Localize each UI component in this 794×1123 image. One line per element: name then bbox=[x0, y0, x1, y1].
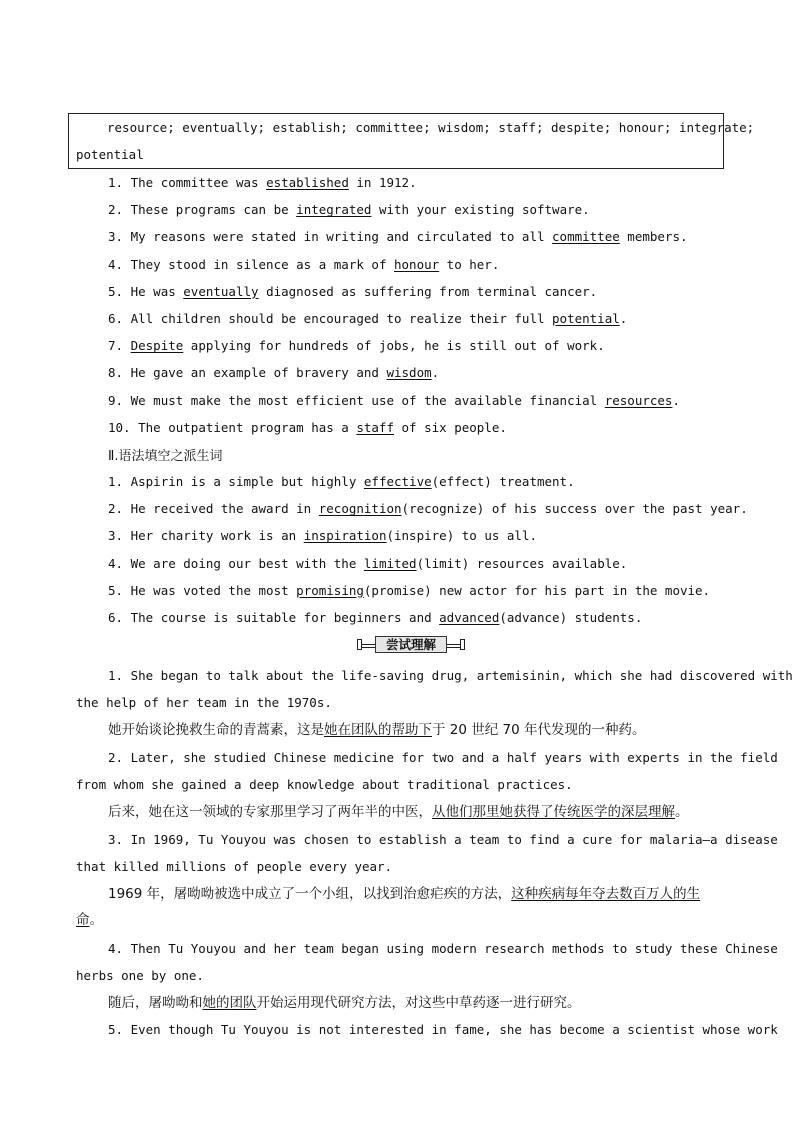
answer-blank: limited bbox=[363, 555, 417, 571]
banner-label: 尝试理解 bbox=[375, 636, 447, 653]
passage-line: 2. Later, she studied Chinese medicine for two and a half years with experts in the field bbox=[108, 750, 778, 765]
answer-blank: advanced bbox=[439, 610, 500, 625]
translation-line: 她开始谈论挽救生命的青蒿素，这是她在团队的帮助下于 20 世纪 70 年代发现的一种药。 bbox=[108, 722, 646, 738]
answer-blank: potential bbox=[552, 311, 620, 326]
highlighted-phrase: 这种疾病每年夺去数百万人的生 bbox=[511, 886, 701, 902]
passage-line: 1. She began to talk about the life-saving drug, artemisinin, which she had discovered with bbox=[108, 668, 793, 683]
answer-blank: integrated bbox=[296, 202, 372, 218]
section-banner bbox=[357, 635, 465, 655]
translation-line: 后来，她在这一领域的专家那里学习了两年半的中医，从他们那里她获得了传统医学的深层理解。 bbox=[108, 804, 689, 820]
exercise-sentence: 10. The outpatient program has a staff of six people. bbox=[108, 419, 507, 435]
answer-blank: eventually bbox=[183, 283, 259, 299]
answer-blank: inspiration bbox=[303, 528, 387, 544]
answer-blank: effective bbox=[363, 474, 432, 489]
passage-line: 4. Then Tu Youyou and her team began using modern research methods to study these Chinese bbox=[108, 941, 778, 956]
answer-blank: wisdom bbox=[386, 365, 432, 381]
exercise-sentence: 1. The committee was established in 1912. bbox=[108, 175, 417, 190]
exercise-sentence: 3. My reasons were stated in writing and circulated to all committee members. bbox=[108, 229, 688, 245]
answer-blank: recognition bbox=[318, 501, 402, 517]
translation-line: 随后，屠呦呦和她的团队开始运用现代研究方法，对这些中草药逐一进行研究。 bbox=[108, 995, 581, 1011]
highlighted-phrase: 从他们那里她获得了传统医学的深层理解 bbox=[432, 804, 675, 820]
answer-blank: promising bbox=[296, 582, 364, 598]
passage-line: 5. Even though Tu Youyou is not interested in fame, she has become a scientist whose work bbox=[108, 1022, 778, 1037]
word-bank-line: potential bbox=[76, 147, 144, 162]
exercise-sentence: 8. He gave an example of bravery and wisdom. bbox=[108, 365, 440, 381]
exercise-sentence: 7. Despite applying for hundreds of jobs, he is still out of work. bbox=[108, 338, 605, 354]
answer-blank: staff bbox=[356, 419, 394, 435]
exercise-sentence: 4. They stood in silence as a mark of honour to her. bbox=[108, 256, 500, 272]
exercise-sentence: 5. He was voted the most promising(promise) new actor for his part in the movie. bbox=[108, 582, 711, 598]
answer-blank: committee bbox=[552, 229, 620, 245]
highlighted-phrase: 命 bbox=[76, 912, 90, 928]
exercise-sentence: 6. The course is suitable for beginners and advanced(advance) students. bbox=[108, 610, 643, 625]
word-bank-box bbox=[68, 113, 755, 169]
word-bank-line: resource; eventually; establish; committee; wisdom; staff; despite; honour; integrate; bbox=[107, 120, 755, 135]
answer-blank: Despite bbox=[130, 338, 184, 354]
exercise-sentence: 1. Aspirin is a simple but highly effective(effect) treatment. bbox=[108, 474, 575, 489]
translation-line: 命。 bbox=[76, 912, 103, 928]
answer-blank: resources bbox=[604, 392, 673, 408]
translation-line: 1969 年，屠呦呦被选中成立了一个小组，以找到治愈疟疾的方法，这种疾病每年夺去数百万人的生 bbox=[108, 886, 701, 902]
section-heading: Ⅱ.语法填空之派生词 bbox=[108, 449, 223, 464]
passage-line: 3. In 1969, Tu Youyou was chosen to establish a team to find a cure for malaria—a disease bbox=[108, 832, 778, 847]
passage-line: herbs one by one. bbox=[76, 968, 204, 983]
exercise-sentence: 2. He received the award in recognition(recognize) of his success over the past year. bbox=[108, 501, 748, 517]
exercise-sentence: 2. These programs can be integrated with your existing software. bbox=[108, 202, 590, 218]
answer-blank: established bbox=[266, 175, 349, 190]
answer-blank: honour bbox=[394, 256, 440, 272]
exercise-sentence: 4. We are doing our best with the limited(limit) resources available. bbox=[108, 555, 628, 571]
exercise-sentence: 9. We must make the most efficient use of the available financial resources. bbox=[108, 392, 680, 408]
highlighted-phrase: 她在团队的帮助下 bbox=[324, 722, 432, 738]
exercise-sentence: 5. He was eventually diagnosed as suffering from terminal cancer. bbox=[108, 283, 598, 299]
exercise-sentence: 6. All children should be encouraged to realize their full potential. bbox=[108, 311, 628, 326]
passage-line: from whom she gained a deep knowledge about traditional practices. bbox=[76, 777, 573, 792]
highlighted-phrase: 她的团队 bbox=[202, 995, 257, 1011]
passage-line: that killed millions of people every year. bbox=[76, 859, 393, 874]
exercise-sentence: 3. Her charity work is an inspiration(inspire) to us all. bbox=[108, 528, 537, 544]
passage-line: the help of her team in the 1970s. bbox=[76, 695, 332, 710]
